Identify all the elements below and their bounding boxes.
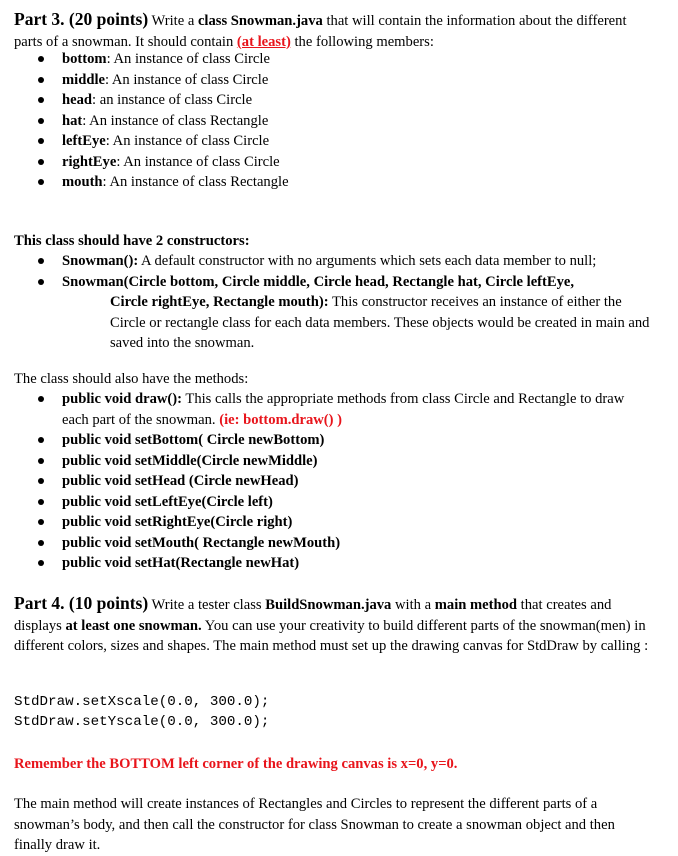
list-item xyxy=(14,389,650,430)
part3-intro-text: Write a xyxy=(148,13,198,29)
member-desc: : An instance of class Circle xyxy=(104,71,269,88)
part4-title: Part 4. (10 points) xyxy=(14,593,149,613)
method-signature: public void setHat(Rectangle newHat) xyxy=(62,555,300,571)
constructors-heading xyxy=(14,231,650,252)
member-name: head xyxy=(62,92,93,108)
list-item xyxy=(14,471,650,492)
part3-intro xyxy=(14,9,650,52)
methods-list xyxy=(14,389,650,574)
code-line: StdDraw.setXscale(0.0, 300.0); xyxy=(14,694,270,710)
member-name: leftEye xyxy=(62,133,106,149)
list-item xyxy=(14,512,650,533)
method-desc: This calls the appropriate methods from class Circle and Rectangle to draw each part of the snowman. xyxy=(62,391,625,428)
member-desc: : An instance of class Circle xyxy=(116,153,280,170)
list-item xyxy=(14,49,650,70)
member-name: mouth xyxy=(62,174,103,190)
part3-intro-text: the following members: xyxy=(290,33,434,50)
main-method-emphasis: main method xyxy=(434,597,518,613)
list-item xyxy=(14,70,650,91)
member-desc: : An instance of class Rectangle xyxy=(102,174,289,190)
list-item xyxy=(14,172,650,193)
constructors-heading-text: This class should have 2 constructors: xyxy=(14,233,250,249)
constructor-signature: Snowman(Circle bottom, Circle middle, Circle head, Rectangle hat, Circle leftEye, xyxy=(62,273,575,290)
part3-title: Part 3. (20 points) xyxy=(14,9,149,29)
member-desc: : An instance of class Circle xyxy=(106,51,270,67)
method-example: (ie: bottom.draw() ) xyxy=(219,411,343,428)
list-item xyxy=(14,533,650,554)
part4-text: with a xyxy=(391,597,435,613)
constructor-desc: A default constructor with no arguments which sets each data member to null; xyxy=(138,253,597,269)
member-name: rightEye xyxy=(62,153,117,170)
at-least-one-emphasis: at least one snowman. xyxy=(65,617,202,634)
method-signature: public void setBottom( Circle newBottom) xyxy=(62,432,325,448)
part4-text: You can use your creativity to build different parts of the snowman(men) in different colors, sizes and shapes. The main method must set up the drawing canvas for StdDraw by calling : xyxy=(14,617,649,654)
method-signature: public void draw(): xyxy=(62,391,183,407)
part3-intro-text: that will contain the information about the different parts of a snowman. It should contain xyxy=(14,13,627,50)
list-item xyxy=(14,90,650,111)
list-item xyxy=(14,272,650,354)
tester-class-name: BuildSnowman.java xyxy=(265,597,392,613)
member-desc: : An instance of class Rectangle xyxy=(82,112,269,129)
code-block xyxy=(14,693,650,732)
list-item xyxy=(14,492,650,513)
class-name: class Snowman.java xyxy=(197,13,323,29)
list-item xyxy=(14,111,650,132)
part4-text: Write a tester class xyxy=(148,597,266,613)
at-least-emphasis: (at least) xyxy=(236,33,291,50)
member-name: middle xyxy=(62,71,105,88)
method-signature: public void setMouth( Rectangle newMouth) xyxy=(62,534,341,551)
constructor-continuation xyxy=(62,292,650,354)
method-signature: public void setRightEye(Circle right) xyxy=(62,514,293,530)
list-item xyxy=(14,251,650,272)
list-item xyxy=(14,451,650,472)
method-signature: public void setHead (Circle newHead) xyxy=(62,473,299,489)
methods-heading: The class should also have the methods: xyxy=(14,371,249,387)
constructor-desc: This constructor receives an instance of either the Circle or rectangle class for each data members. These objects would be created in main and saved into the snowman. xyxy=(110,294,650,351)
method-signature: public void setMiddle(Circle newMiddle) xyxy=(62,452,318,469)
members-list xyxy=(14,49,650,193)
list-item xyxy=(14,430,650,451)
list-item xyxy=(14,553,650,574)
member-desc: : an instance of class Circle xyxy=(92,92,253,108)
code-line: StdDraw.setYscale(0.0, 300.0); xyxy=(14,713,270,730)
part4-intro xyxy=(14,593,650,657)
constructors-list xyxy=(14,251,650,354)
method-signature: public void setLeftEye(Circle left) xyxy=(62,493,273,510)
list-item xyxy=(14,131,650,152)
final-paragraph: The main method will create instances of Rectangles and Circles to represent the different parts of a snowman’s body, and then call the constructor for class Snowman to create a snowman object and then finally draw it. xyxy=(14,796,615,853)
member-name: hat xyxy=(62,112,83,129)
constructor-name: Snowman(): xyxy=(62,253,139,269)
part4-text: that creates and displays xyxy=(14,597,612,634)
remember-note: Remember the BOTTOM left corner of the drawing canvas is x=0, y=0. xyxy=(14,756,458,772)
list-item xyxy=(14,152,650,173)
constructor-signature: Circle rightEye, Rectangle mouth): xyxy=(110,294,329,310)
member-desc: : An instance of class Circle xyxy=(105,133,270,149)
member-name: bottom xyxy=(62,51,107,67)
